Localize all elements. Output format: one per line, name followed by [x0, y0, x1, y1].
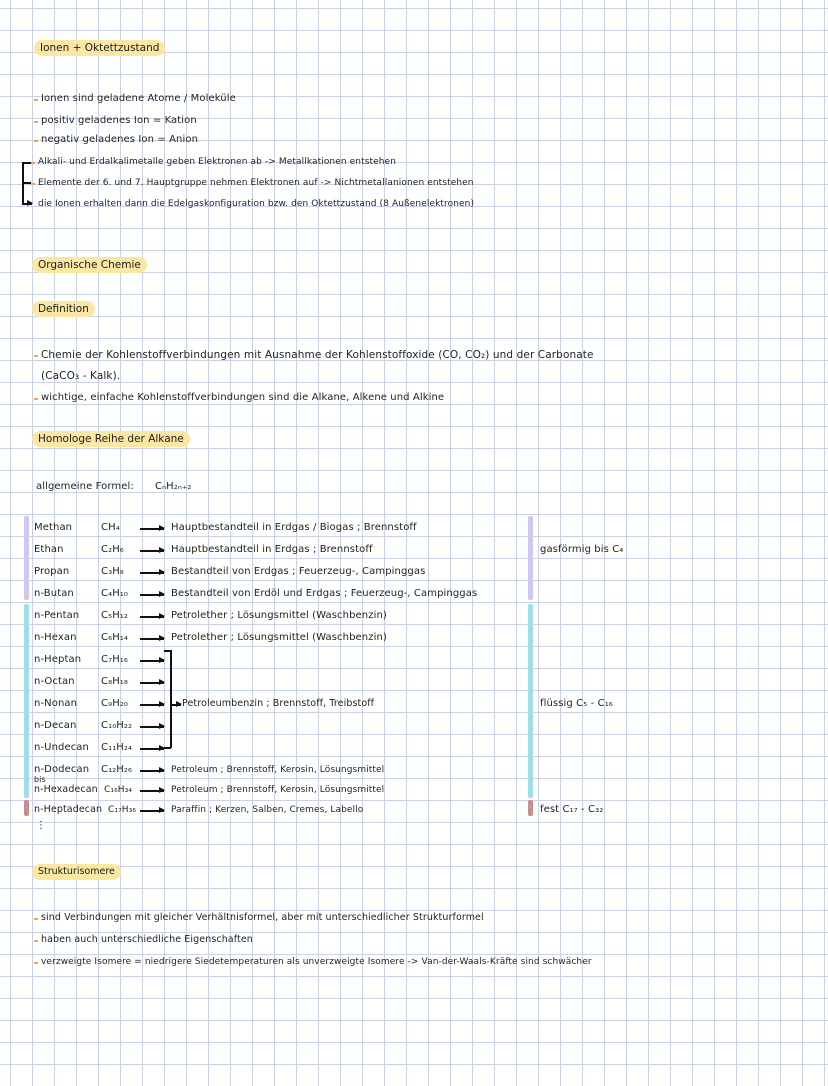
alkane-formula: C₆H₁₄	[101, 632, 129, 643]
alkane-name: Methan	[34, 522, 73, 533]
struktur-line-1: sind Verbindungen mit gleicher Verhältnisformel, aber mit unterschiedlicher Strukturformel	[41, 912, 484, 923]
alkane-use: Bestandteil von Erdgas ; Feuerzeug-, Campinggas	[171, 566, 426, 577]
arrow-icon	[140, 638, 164, 640]
group-bracket-bottom	[164, 747, 171, 749]
bullet	[34, 918, 38, 920]
alkane-use: Bestandteil von Erdöl und Erdgas ; Feuerzeug-, Campinggas	[171, 588, 478, 599]
alkane-name: n-Decan	[34, 720, 77, 731]
arrow-icon	[140, 810, 164, 812]
bullet	[34, 940, 38, 942]
alkane-formula: CH₄	[101, 522, 120, 533]
heading-ionen: Ionen + Oktettzustand	[34, 40, 165, 56]
definition-line-1b: (CaCO₃ - Kalk).	[41, 370, 121, 382]
arrow-icon	[140, 726, 164, 728]
alkane-name: n-Pentan	[34, 610, 80, 621]
ionen-line-6: die Ionen erhalten dann die Edelgaskonfiguration bzw. den Oktettzustand (8 Außenelektronen)	[38, 199, 475, 209]
alkane-name: n-Heptan	[34, 654, 82, 665]
arrow-icon	[140, 704, 164, 706]
group-use: Petroleumbenzin ; Brennstoff, Treibstoff	[182, 698, 375, 709]
alkane-name: n-Hexadecan	[34, 784, 98, 795]
group-arrow-icon	[171, 704, 181, 706]
alkane-use: Petroleum ; Brennstoff, Kerosin, Lösungsmittel	[171, 765, 385, 775]
alkane-formula: C₁₂H₂₆	[101, 764, 133, 775]
arrow-icon	[140, 616, 164, 618]
bullet	[34, 962, 38, 964]
alkane-name: n-Butan	[34, 588, 74, 599]
arrow-icon	[140, 528, 164, 530]
definition-line-2: wichtige, einfache Kohlenstoffverbindungen sind die Alkane, Alkene und Alkine	[41, 392, 445, 403]
alkane-name: n-Undecan	[34, 742, 89, 753]
alkane-formula: C₁₇H₃₆	[108, 805, 137, 815]
heading-definition: Definition	[32, 301, 95, 317]
alkane-use: Petroleum ; Brennstoff, Kerosin, Lösungsmittel	[171, 785, 385, 795]
alkane-formula: C₃H₈	[101, 566, 124, 577]
formula-label: allgemeine Formel:	[36, 481, 134, 492]
alkane-name: n-Heptadecan	[34, 804, 103, 815]
state-gas: gasförmig bis C₄	[540, 544, 624, 555]
alkane-formula: C₁₁H₂₄	[101, 742, 133, 753]
liquid-bar	[24, 604, 29, 798]
state-solid: fest C₁₇ - C₃₂	[540, 804, 604, 815]
arrow-icon	[140, 550, 164, 552]
ionen-line-3: negativ geladenes Ion = Anion	[41, 134, 199, 145]
bullet	[31, 183, 35, 185]
gas-bar	[24, 516, 29, 600]
bullet	[34, 398, 38, 400]
bracket-tick	[22, 182, 31, 184]
liquid-bar-right	[528, 604, 533, 798]
group-bracket-top	[164, 650, 171, 652]
bullet	[34, 99, 38, 101]
alkane-name: n-Nonan	[34, 698, 78, 709]
alkane-name: Propan	[34, 566, 70, 577]
alkane-formula: C₂H₆	[101, 544, 124, 555]
alkane-formula: C₁₆H₃₄	[104, 785, 133, 795]
alkane-formula: C₈H₁₈	[101, 676, 129, 687]
state-liquid: flüssig C₅ - C₁₆	[540, 698, 613, 709]
arrow-icon	[140, 748, 164, 750]
alkane-formula: C₁₀H₂₂	[101, 720, 133, 731]
arrow-icon	[140, 770, 164, 772]
solid-bar	[24, 800, 29, 816]
bracket-tick	[22, 162, 31, 164]
alkane-use: Paraffin ; Kerzen, Salben, Cremes, Labello	[171, 805, 364, 815]
alkane-formula: C₅H₁₂	[101, 610, 129, 621]
arrow-icon	[140, 594, 164, 596]
struktur-line-2: haben auch unterschiedliche Eigenschaften	[41, 934, 253, 945]
alkane-name: Ethan	[34, 544, 64, 555]
alkane-name: n-Octan	[34, 676, 75, 687]
alkane-name: n-Dodecan	[34, 764, 90, 775]
alkane-use: Petrolether ; Lösungsmittel (Waschbenzin)	[171, 632, 387, 643]
group-bracket	[170, 650, 172, 748]
bracket-arrow-icon	[22, 203, 32, 205]
alkane-use: Petrolether ; Lösungsmittel (Waschbenzin)	[171, 610, 387, 621]
solid-bar-right	[528, 800, 533, 816]
ionen-line-5: Elemente der 6. und 7. Hauptgruppe nehmen Elektronen auf -> Nichtmetallanionen entstehen	[38, 178, 474, 188]
bullet	[34, 140, 38, 142]
struktur-line-3: verzweigte Isomere = niedrigere Siedetemperaturen als unverzweigte Isomere -> Van-der-Waals-Kräfte sind schwächer	[41, 957, 592, 967]
arrow-icon	[140, 572, 164, 574]
bis-label: bis	[34, 775, 46, 784]
alkane-formula: C₇H₁₆	[101, 654, 129, 665]
ellipsis: ⋮	[36, 820, 47, 831]
heading-organische-chemie: Organische Chemie	[32, 257, 147, 273]
arrow-icon	[140, 682, 164, 684]
formula-value: CₙH₂ₙ₊₂	[155, 481, 192, 492]
heading-homologe-reihe: Homologe Reihe der Alkane	[32, 431, 190, 447]
arrow-icon	[140, 660, 164, 662]
bullet	[34, 121, 38, 123]
definition-line-1: Chemie der Kohlenstoffverbindungen mit Ausnahme der Kohlenstoffoxide (CO, CO₂) und der Carbonate	[41, 349, 594, 361]
alkane-formula: C₄H₁₀	[101, 588, 129, 599]
heading-strukturisomere: Strukturisomere	[32, 864, 121, 880]
alkane-formula: C₉H₂₀	[101, 698, 129, 709]
alkane-use: Hauptbestandteil in Erdgas / Biogas ; Brennstoff	[171, 522, 417, 533]
alkane-use: Hauptbestandteil in Erdgas ; Brennstoff	[171, 544, 373, 555]
bullet	[31, 162, 35, 164]
gas-bar-right	[528, 516, 533, 600]
alkane-name: n-Hexan	[34, 632, 77, 643]
ionen-line-4: Alkali- und Erdalkalimetalle geben Elektronen ab -> Metallkationen entstehen	[38, 157, 397, 167]
ionen-line-1: Ionen sind geladene Atome / Moleküle	[41, 93, 236, 104]
ionen-line-2: positiv geladenes Ion = Kation	[41, 115, 197, 126]
arrow-icon	[140, 790, 164, 792]
bullet	[34, 355, 38, 357]
